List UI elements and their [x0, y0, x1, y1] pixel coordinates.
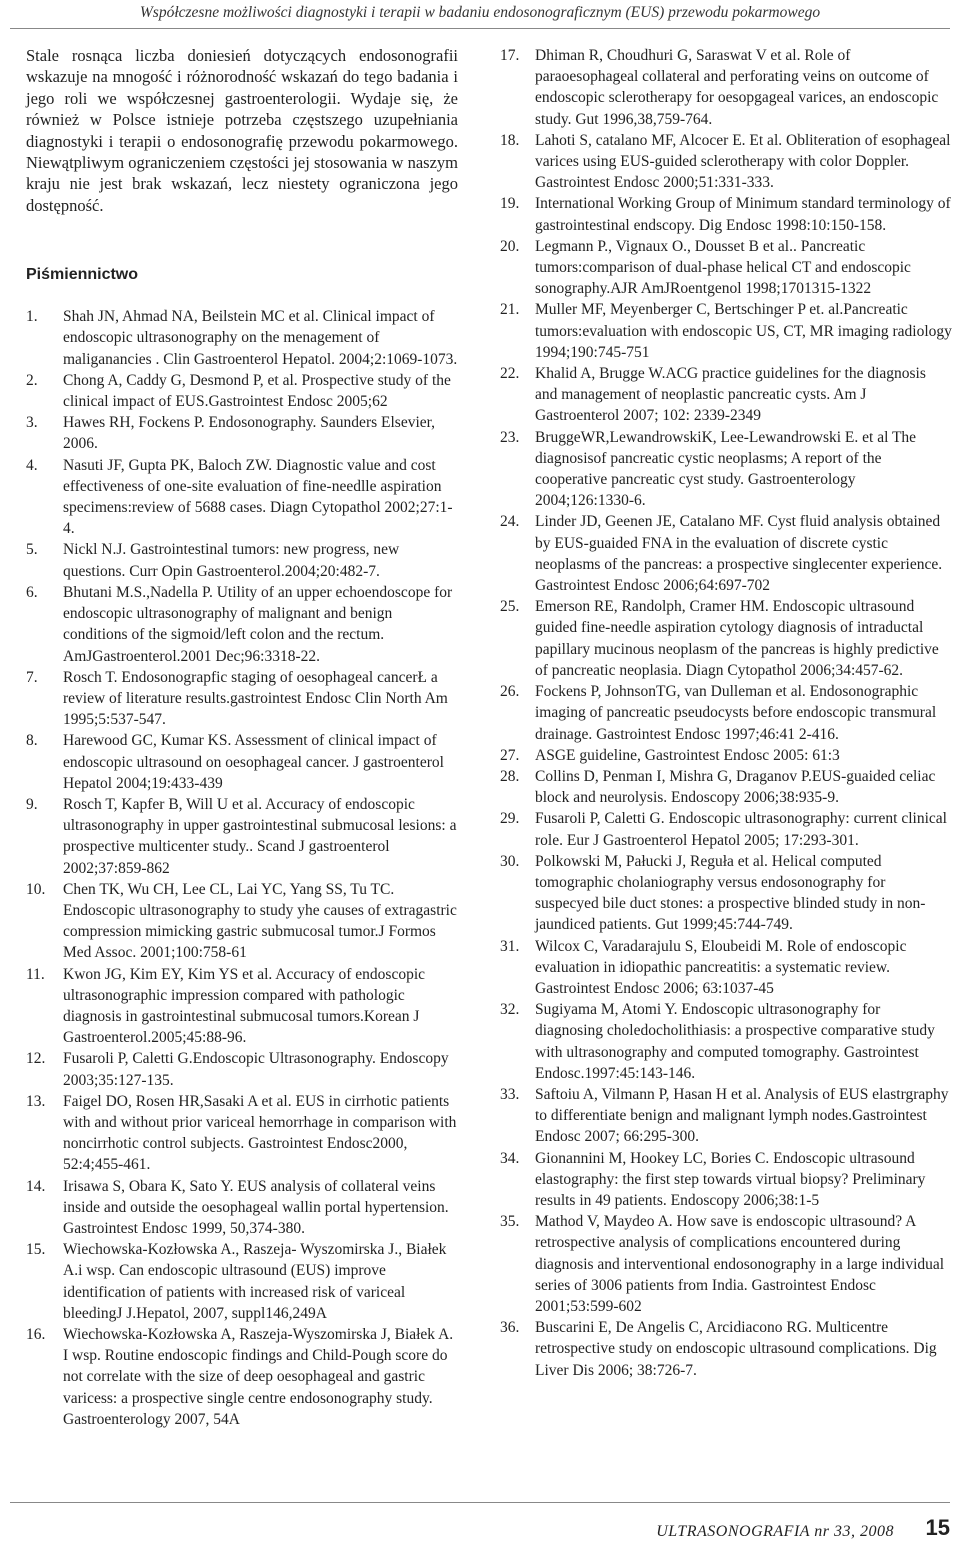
reference-text: Bhutani M.S.,Nadella P. Utility of an upper echoendoscope for endoscopic ultrasonography of malignant and benign conditions of the sigmoid/left colon and the rectum. AmJGastroenterol.2001 Dec;96:3318-22.	[63, 583, 453, 665]
reference-number: 25.	[500, 598, 520, 616]
reference-number: 3.	[26, 414, 38, 432]
reference-text: Emerson RE, Randolph, Cramer HM. Endoscopic ultrasound guided fine-needle aspiration cytology diagnosis of intraductal papillary mucinous neoplasm of the pancreas is highly predictive of pancreatic neoplasia. Diagn Cytopathol 2006;34:457-62.	[535, 598, 939, 679]
reference-number: 36.	[500, 1319, 520, 1337]
reference-number: 21.	[500, 301, 520, 319]
reference-item	[26, 730, 458, 794]
footer-journal: ULTRASONOGRAFIA nr 33, 2008	[656, 1523, 894, 1540]
reference-text: Khalid A, Brugge W.ACG practice guidelines for the diagnosis and management of neoplastic pancreatic cysts. Am J Gastroenterol 2007; 102: 2339-2349	[535, 365, 926, 425]
reference-text: BruggeWR,LewandrowskiK, Lee-Lewandrowski E. et al The diagnosisof pancreatic cystic neoplasms; A report of the cooperative pancreatic cyst study. Gastroenterology 2004;126:1330-6.	[535, 428, 917, 510]
reference-text: Fusaroli P, Caletti G.Endoscopic Ultrasonography. Endoscopy 2003;35:127-135.	[63, 1050, 449, 1089]
reference-item	[26, 370, 458, 412]
reference-text: Wilcox C, Varadarajulu S, Eloubeidi M. Role of endoscopic evaluation in idiopathic pancreatitis: a systematic review. Gastrointest Endosc 2006; 63:1037-45	[535, 937, 907, 997]
reference-text: Rosch T. Endosonograpfic staging of oesophageal cancerŁ a review of literature results.gastrointest Endosc Clin North Am 1995;5:537-547.	[63, 668, 448, 729]
reference-text: Rosch T, Kapfer B, Will U et al. Accuracy of endoscopic ultrasonography in upper gastrointestinal submucosal lesions: a prospective multicenter study.. Scand J gastroenterol 2002;37:859-862	[63, 795, 457, 877]
reference-item	[26, 667, 458, 731]
reference-text: Irisawa S, Obara K, Sato Y. EUS analysis of collateral veins inside and outside the oesophageal wallin portal hypertension. Gastrointest Endosc 1999, 50,374-380.	[63, 1177, 449, 1237]
reference-text: ASGE guideline, Gastrointest Endosc 2005: 61:3	[535, 746, 840, 764]
reference-number: 32.	[500, 1001, 520, 1019]
reference-number: 22.	[500, 365, 520, 383]
reference-text: Legmann P., Vignaux O., Dousset B et al.. Pancreatic tumors:comparison of dual-phase helical CT and endoscopic sonography.AJR AmJRoentgenol 1998;1701315-1322	[535, 237, 911, 298]
reference-number: 29.	[500, 810, 520, 828]
reference-number: 30.	[500, 852, 520, 870]
reference-text: Chong A, Caddy G, Desmond P, et al. Prospective study of the clinical impact of EUS.Gastrointest Endosc 2005;62	[63, 371, 451, 411]
reference-item	[26, 964, 458, 1049]
running-header	[0, 0, 960, 30]
reference-item	[500, 596, 952, 681]
reference-text: Buscarini E, De Angelis C, Arcidiacono RG. Multicentre retrospective study on endoscopic ultrasound complications. Dig Liver Dis 2006; 38:726-7.	[535, 1319, 937, 1379]
reference-text: Chen TK, Wu CH, Lee CL, Lai YC, Yang SS, Tu TC. Endoscopic ultrasonography to study yhe causes of extragastric compression mimicking gastric submucosal tumor.J Formos Med Assoc. 2001;100:758-61	[63, 880, 457, 962]
reference-text: Muller MF, Meyenberger C, Bertschinger P et. al.Pancreatic tumors:evaluation with endoscopic US, CT, MR imaging radiology 1994;190:745-751	[535, 301, 952, 361]
reference-text: Fockens P, JohnsonTG, van Dulleman et al. Endosonographic imaging of pancreatic pseudocysts before endoscopic transmural drainage. Gastrointest Endosc 1997;46:41 2-416.	[535, 683, 937, 743]
footer-rule	[10, 1502, 950, 1503]
reference-item	[500, 851, 952, 936]
reference-number: 8.	[26, 732, 38, 750]
reference-text: Wiechowska-Kozłowska A., Raszeja- Wyszomirska J., Białek A.i wsp. Can endoscopic ultrasound (EUS) improve identification of patients with increased risk of variceal bleedingJ J.Hepatol, 2007, suppl146,249A	[63, 1241, 447, 1322]
reference-item	[26, 1176, 458, 1240]
reference-number: 13.	[26, 1092, 46, 1110]
running-header-title: Współczesne możliwości diagnostyki i terapii w badaniu endosonograficznym (EUS) przewodu pokarmowego	[139, 4, 821, 21]
reference-text: International Working Group of Minimum standard terminology of gastrointestinal endscopy. Dig Endosc 1998:10:150-158.	[535, 195, 951, 234]
reference-number: 17.	[500, 47, 520, 64]
section-title: Piśmiennictwo	[26, 266, 139, 284]
reference-item	[500, 745, 952, 766]
reference-number: 24.	[500, 513, 520, 531]
reference-number: 28.	[500, 767, 520, 785]
reference-number: 20.	[500, 237, 520, 255]
reference-text: Faigel DO, Rosen HR,Sasaki A et al. EUS in cirrhotic patients with and without prior variceal hemorrhage in comparison with noncirrhotic control subjects. Gastrointest Endosc2000, 52:4;455-461.	[63, 1092, 457, 1174]
reference-item	[26, 306, 458, 370]
reference-text: Saftoiu A, Vilmann P, Hasan H et al. Analysis of EUS elastrgraphy to differentiate benign and malignant lymph nodes.Gastrointest Endosc 2007; 66:295-300.	[535, 1085, 949, 1146]
reference-item	[26, 539, 458, 581]
reference-text: Sugiyama M, Atomi Y. Endoscopic ultrasonography for diagnosing choledocholithiasis: a prospective comparative study with ultrasonography and computed tomography. Gastrointest Endosc.1997:45:143-146.	[535, 1001, 935, 1082]
reference-list-right	[500, 45, 952, 1381]
reference-item	[26, 1239, 458, 1324]
reference-item	[500, 427, 952, 512]
reference-item	[500, 936, 952, 1000]
reference-item	[500, 1084, 952, 1148]
reference-item	[500, 511, 952, 596]
reference-text: Gionannini M, Hookey LC, Bories C. Endoscopic ultrasound elastography: the first step towards virtual biopsy? Preliminary results in 49 patients. Endoscopy 2006;38:1-5	[535, 1149, 926, 1209]
reference-text: Dhiman R, Choudhuri G, Saraswat V et al. Role of paraoesophageal collateral and perforating veins on outcome of endoscopic sclerotherapy for oesopgageal varices, an endoscopic study. Gut 1996,38,759-764.	[535, 47, 939, 128]
reference-number: 16.	[26, 1326, 46, 1343]
reference-item	[500, 193, 952, 235]
reference-text: Polkowski M, Pałucki J, Reguła et al. Helical computed tomographic cholaniography versus endosonography for suspecyed bile duct stones: a prospective blinded study in non-jaundiced patients. Gut 1999;45:744-749.	[535, 852, 926, 934]
header-rule	[10, 28, 950, 29]
reference-number: 5.	[26, 541, 38, 559]
reference-item	[26, 879, 458, 964]
reference-text: Lahoti S, catalano MF, Alcocer E. Et al. Obliteration of esophageal varices using EUS-guided sclerotherapy with color Doppler. Gastrointest Endosc 2000;51:331-333.	[535, 131, 951, 192]
reference-item	[500, 299, 952, 363]
reference-text: Fusaroli P, Caletti G. Endoscopic ultrasonography: current clinical role. Eur J Gastroenterol Hepatol 2005; 17:293-301.	[535, 810, 947, 849]
reference-number: 35.	[500, 1213, 520, 1231]
reference-number: 12.	[26, 1050, 46, 1068]
reference-item	[500, 766, 952, 808]
reference-number: 15.	[26, 1241, 46, 1259]
reference-number: 6.	[26, 583, 38, 601]
reference-text: Mathod V, Maydeo A. How save is endoscopic ultrasound? A retrospective analysis of complications encountered during diagnosis and interventional endosonography in a large individual series of 3006 patients from India. Gastrointest Endosc 2001;53:599-602	[535, 1213, 945, 1315]
reference-number: 10.	[26, 880, 46, 898]
reference-item	[26, 1048, 458, 1090]
reference-number: 27.	[500, 746, 520, 764]
reference-text: Shah JN, Ahmad NA, Beilstein MC et al. Clinical impact of endoscopic ultrasonography on the menagement of maliganancies . Clin Gastroenterol Hepatol. 2004;2:1069-1073.	[63, 308, 458, 368]
page-number: 15	[925, 1515, 950, 1540]
reference-item	[500, 130, 952, 194]
reference-item	[500, 45, 952, 130]
reference-number: 11.	[26, 965, 45, 983]
reference-item	[500, 1148, 952, 1212]
reference-number: 33.	[500, 1085, 520, 1103]
reference-item	[500, 1211, 952, 1317]
reference-number: 23.	[500, 428, 520, 446]
reference-item	[26, 455, 458, 540]
reference-item	[500, 808, 952, 850]
reference-item	[26, 794, 458, 879]
reference-list-left	[26, 306, 458, 1430]
reference-item	[500, 681, 952, 745]
reference-number: 31.	[500, 937, 520, 955]
reference-item	[26, 1324, 458, 1430]
reference-item	[26, 1091, 458, 1176]
reference-text: Kwon JG, Kim EY, Kim YS et al. Accuracy of endoscopic ultrasonographic impression compared with pathologic diagnosis in gastrointestinal submucosal tumors.Korean J Gastroenterol.2005;45:88-96.	[63, 965, 426, 1047]
reference-number: 1.	[26, 308, 38, 326]
reference-text: Nasuti JF, Gupta PK, Baloch ZW. Diagnostic value and cost effectiveness of one-site evaluation of fine-needlle aspiration specimens:review of 5688 cases. Diagn Cytopathol 2002;27:1-4.	[63, 456, 453, 538]
reference-number: 7.	[26, 668, 38, 686]
reference-item	[26, 412, 458, 454]
right-column	[500, 45, 952, 1381]
reference-item	[500, 363, 952, 427]
reference-number: 2.	[26, 371, 38, 389]
reference-item	[26, 582, 458, 667]
reference-item	[500, 999, 952, 1084]
reference-item	[500, 1317, 952, 1381]
reference-number: 4.	[26, 456, 38, 474]
reference-text: Harewood GC, Kumar KS. Assessment of clinical impact of endoscopic ultrasound on oesophageal cancer. J gastroenterol Hepatol 2004;19:433-439	[63, 732, 444, 792]
reference-text: Wiechowska-Kozłowska A, Raszeja-Wyszomirska J, Białek A. I wsp. Routine endoscopic findings and Child-Pough score do not correlate with the size of deep oesophageal and gastric varicess: a prospective single centre endosonography study. Gastroenterology 2007, 54A	[63, 1326, 454, 1428]
reference-number: 19.	[500, 195, 520, 213]
reference-number: 14.	[26, 1177, 46, 1195]
reference-text: Hawes RH, Fockens P. Endosonography. Saunders Elsevier, 2006.	[63, 414, 436, 453]
reference-number: 9.	[26, 795, 38, 813]
reference-number: 18.	[500, 131, 520, 149]
left-column	[26, 45, 458, 1430]
reference-item	[500, 236, 952, 300]
intro-paragraph: Stale rosnąca liczba doniesień dotyczących endosonografii wskazuje na mnogość i różnorodność wskazań do tego badania i jego roli we współczesnej gastroenterologii. Wydaje się, że również w Polsce istnieje potrzeba częstszego uzupełniania diagnostyki i terapii o endosonografię przewodu pokarmowego. Niewątpliwym ograniczeniem częstości jej stosowania w naszym kraju nie jest brak wskazań, lecz niestety ograniczona jego dostępność.	[26, 46, 458, 215]
reference-text: Linder JD, Geenen JE, Catalano MF. Cyst fluid analysis obtained by EUS-guaided FNA in the evaluation of discrete cystic neoplasms of the pancreas: a prospective singlecenter experience. Gastrointest Endosc 2006;64:697-702	[535, 513, 943, 595]
reference-number: 26.	[500, 683, 520, 701]
reference-number: 34.	[500, 1149, 520, 1167]
reference-text: Collins D, Penman I, Mishra G, Draganov P.EUS-guaided celiac block and neurolysis. Endoscopy 2006;38:935-9.	[535, 767, 936, 807]
reference-text: Nickl N.J. Gastrointestinal tumors: new progress, new questions. Curr Opin Gastroenterol.2004;20:482-7.	[63, 541, 400, 580]
